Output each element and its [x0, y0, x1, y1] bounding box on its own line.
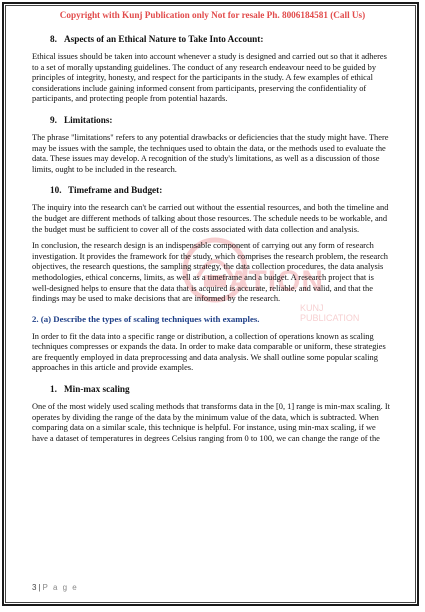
page-footer — [32, 583, 78, 592]
footer-separator: | — [38, 583, 41, 592]
section-number: 10. — [50, 185, 62, 196]
section-number: 9. — [50, 114, 57, 125]
document-body — [32, 33, 392, 450]
page-number: 3 — [32, 583, 37, 592]
section-heading — [32, 33, 392, 45]
section-number: 8. — [50, 34, 57, 44]
section-heading — [32, 114, 392, 126]
subsection-number: 1. — [50, 384, 57, 395]
paragraph: One of the most widely used scaling methods that transforms data in the [0, 1] range is min-max scaling. It operates by dividing the range of the data by the minimum value of the data, which is subtracted. When comparing data on a similar scale, this technique is helpful. For instance, using min-max scaling, if we have a dataset of temperatures in degrees Celsius ranging from 0 to 100, we can change the range of the — [32, 402, 390, 443]
paragraph: The inquiry into the research can't be carried out without the essential resources, and both the timeline and the budget are different methods of talking about those resources. The schedule needs to be workable, and the budget must be sufficient to cover all of the costs associated with data collection and analysis. — [32, 203, 389, 234]
paragraph: In order to fit the data into a specific range or distribution, a collection of operations known as scaling techniques compresses or expands the data. In order to make data comparable or uniform, these strategies are frequently employed in data preprocessing and data analysis. We shall outline some popular scaling approaches in this article and provide examples. — [32, 331, 386, 373]
section-title: Aspects of an Ethical Nature to Take Into Account: — [64, 34, 264, 44]
watermark-subtext: KUNJ PUBLICATION — [300, 303, 360, 323]
watermark-text: ATION — [228, 265, 325, 298]
subsection-title: Min-max scaling — [64, 384, 130, 395]
section-title: Timeframe and Budget: — [68, 185, 163, 196]
copyright-header: Copyright with Kunj Publication only Not for resale Ph. 8006184581 (Call Us) — [59, 10, 366, 20]
paragraph: Ethical issues should be taken into account whenever a study is designed and carried out so that it adheres to a set of morally upstanding guidelines. The conduct of any research endeavour need to be guided by principles of integrity, honesty, and respect for the participants in the study. A few examples of ethical considerations include gaining informed consent from participants, preserving the confidentiality of participants, and protecting people from potential hazards. — [32, 52, 387, 104]
page-label: P a g e — [42, 583, 79, 592]
section-heading — [32, 184, 392, 196]
paragraph: The phrase "limitations" refers to any potential drawbacks or deficiencies that the study might have. There may be issues with the sample, the techniques used to obtain the data, or the methods used to evaluate the data. These issues may develop. A recognition of the study's limitations, as well as a discussion of those limits, ought to be included in the research. — [32, 132, 389, 174]
paragraph: In conclusion, the research design is an indispensable component of carrying out any form of research investigation. It provides the framework for the study, which comprises the research problem, the research objectives, the research questions, the sampling strategy, the data collection procedures, the data analysis methodologies, ethical concerns, limits, as well as a timeframe and a budget. A research project that is well-designed helps to ensure that the data that is acquired is accurate, reliable, and valid, and that the findings may be used to make decisions that are informed by the research. — [32, 241, 388, 304]
subsection-heading — [32, 383, 392, 395]
section-title: Limitations: — [64, 114, 113, 125]
question-heading: 2. (a) Describe the types of scaling techniques with examples. — [32, 313, 260, 324]
